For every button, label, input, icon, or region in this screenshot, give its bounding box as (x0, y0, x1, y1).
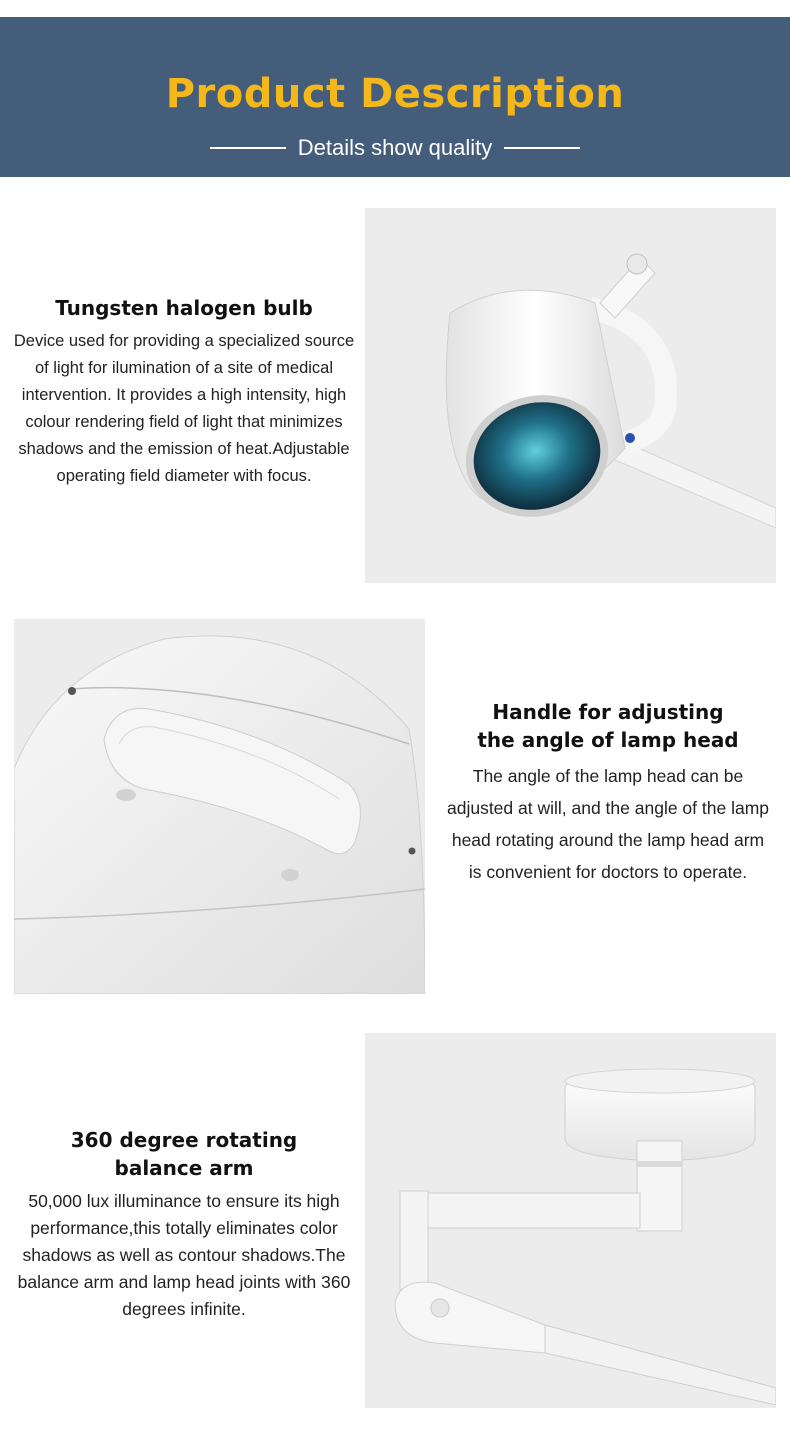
handle-photo (14, 619, 425, 994)
right-divider-line (504, 147, 580, 149)
lamp-head-illustration (365, 208, 776, 583)
page-subtitle: Details show quality (297, 135, 493, 160)
subtitle-row (0, 133, 790, 163)
feature-arm-description: 50,000 lux illuminance to ensure its high performance,this totally eliminates color shadows as well as contour shadows.The balance arm and lamp head joints with 360 degrees infinite. (17, 1191, 351, 1319)
feature-handle-text (444, 698, 772, 888)
feature-handle-description: The angle of the lamp head can be adjusted at will, and the angle of the lamp head rotating around the lamp head arm is convenient for doctors to operate. (446, 766, 769, 882)
balance-arm-photo (365, 1033, 776, 1408)
handle-illustration (14, 619, 425, 994)
feature-bulb-title: Tungsten halogen bulb (55, 296, 313, 320)
feature-bulb-description: Device used for providing a specialized source of light for ilumination of a site of medical intervention. It provides a high intensity, high colour rendering field of light that minimizes shadows and the emission of heat.Adjustable operating field diameter with focus. (13, 332, 355, 485)
feature-bulb-text (12, 294, 356, 490)
balance-arm-illustration (365, 1033, 776, 1408)
feature-arm-title: 360 degree rotating balance arm (70, 1128, 298, 1180)
page-title: Product Description (165, 71, 625, 117)
left-divider-line (210, 147, 286, 149)
feature-arm-text (12, 1126, 356, 1323)
header-banner (0, 17, 790, 177)
lamp-head-photo (365, 208, 776, 583)
feature-handle-title: Handle for adjusting the angle of lamp head (477, 700, 739, 752)
